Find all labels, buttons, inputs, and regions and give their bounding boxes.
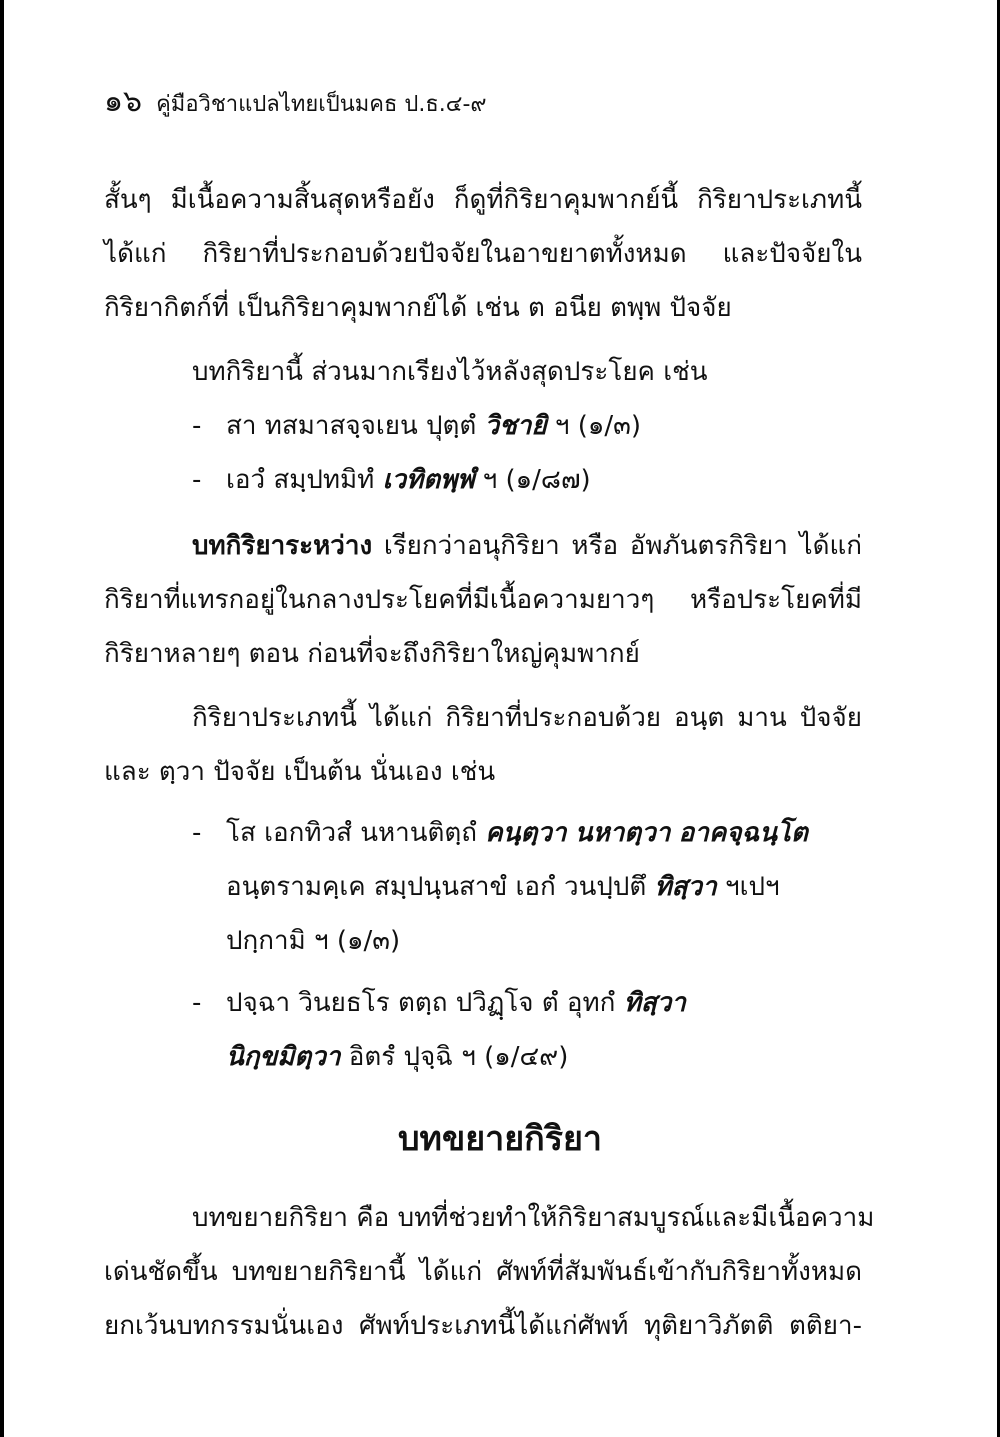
example2-text: เอวํ สมฺปทมิทํ xyxy=(226,465,375,495)
example3-line3: ปกฺกามิ ฯ (๑/๓) xyxy=(226,926,401,956)
para3-line2: กิริยาที่แทรกอยู่ในกลางประโยคที่มีเนื้อความยาวๆ หรือประโยคที่มี xyxy=(104,585,862,615)
para5-line3: ยกเว้นบทกรรมนั่นเอง ศัพท์ประเภทนี้ได้แก่ศัพท์ ทุติยาวิภัตติ ตติยา- xyxy=(104,1311,862,1341)
example3-ellipsis: ฯเปฯ xyxy=(716,872,780,902)
page-number: ๑๖ xyxy=(104,84,143,119)
para4-line1: กิริยาประเภทนี้ ได้แก่ กิริยาที่ประกอบด้วย อนฺต มาน ปัจจัย xyxy=(192,703,862,733)
example3-verb1: คนฺตฺวา xyxy=(485,818,567,848)
book-title: คู่มือวิชาแปลไทยเป็นมคธ ป.ธ.๔-๙ xyxy=(156,92,487,117)
para3-term: บทกิริยาระหว่าง xyxy=(192,531,373,561)
example3-text2: อนฺตรามคฺเค สมฺปนฺนสาขํ เอกํ วนปฺปตึ xyxy=(226,872,655,902)
example1-dash: - xyxy=(192,411,202,441)
example3-verb4: ทิสฺวา xyxy=(654,872,717,902)
example2-dash: - xyxy=(192,465,202,495)
example3-dash: - xyxy=(192,818,202,848)
example3-line1 xyxy=(226,820,808,846)
example1-verb: วิชายิ xyxy=(484,411,547,441)
example3-line2 xyxy=(226,874,780,900)
example1-ref: ฯ (๑/๓) xyxy=(546,411,642,441)
para1-line2: ได้แก่ กิริยาที่ประกอบด้วยปัจจัยในอาขยาตทั้งหมด และปัจจัยใน xyxy=(104,239,862,269)
running-header xyxy=(104,78,487,125)
section-heading: บทขยายกิริยา xyxy=(397,1119,603,1159)
example4-text2: อิตรํ ปุจฺฉิ ฯ (๑/๔๙) xyxy=(340,1042,569,1072)
para1-line1: สั้นๆ มีเนื้อความสิ้นสุดหรือยัง ก็ดูที่กิริยาคุมพากย์นี้ กิริยาประเภทนี้ xyxy=(104,185,862,215)
para1-line3: กิริยากิตก์ที่ เป็นกิริยาคุมพากย์ได้ เช่น ต อนีย ตพฺพ ปัจจัย xyxy=(104,293,732,323)
example1 xyxy=(226,413,641,439)
example2-ref: ฯ (๑/๘๗) xyxy=(474,465,591,495)
example4-verb2: นิกฺขมิตฺวา xyxy=(226,1042,341,1072)
para5-line2: เด่นชัดขึ้น บทขยายกิริยานี้ ได้แก่ ศัพท์ที่สัมพันธ์เข้ากับกิริยาทั้งหมด xyxy=(104,1257,862,1287)
example2-verb: เวทิตพฺพํ xyxy=(382,465,475,495)
para5-line1: บทขยายกิริยา คือ บทที่ช่วยทำให้กิริยาสมบูรณ์และมีเนื้อความ xyxy=(192,1203,875,1233)
para2-line1: บทกิริยานี้ ส่วนมากเรียงไว้หลังสุดประโยค เช่น xyxy=(192,357,708,387)
example4-line2 xyxy=(226,1044,568,1070)
para3-line1 xyxy=(192,533,862,559)
example4-verb1: ทิสฺวา xyxy=(623,988,686,1018)
example1-text: สา ทสมาสจฺจเยน ปุตฺตํ xyxy=(226,411,477,441)
example3-text1: โส เอกทิวสํ นหานติตฺถํ xyxy=(226,818,486,848)
para3-line3: กิริยาหลายๆ ตอน ก่อนที่จะถึงกิริยาใหญ่คุมพากย์ xyxy=(104,639,640,669)
example4-dash: - xyxy=(192,988,202,1018)
para3-line1-rest: เรียกว่าอนุกิริยา หรือ อัพภันตรกิริยา ได้แก่ xyxy=(372,531,862,561)
example3-verb2: นหาตฺวา xyxy=(574,818,671,848)
example4-text1: ปจฺฉา วินยธโร ตตฺถ ปวิฏฺโจ ตํ อุทกํ xyxy=(226,988,624,1018)
page-left-border xyxy=(0,0,4,1437)
example2 xyxy=(226,467,591,493)
example3-verb3: อาคจฺฉนฺโต xyxy=(678,818,808,848)
example4-line1 xyxy=(226,990,686,1016)
para4-line2: และ ตฺวา ปัจจัย เป็นต้น นั่นเอง เช่น xyxy=(104,757,496,787)
